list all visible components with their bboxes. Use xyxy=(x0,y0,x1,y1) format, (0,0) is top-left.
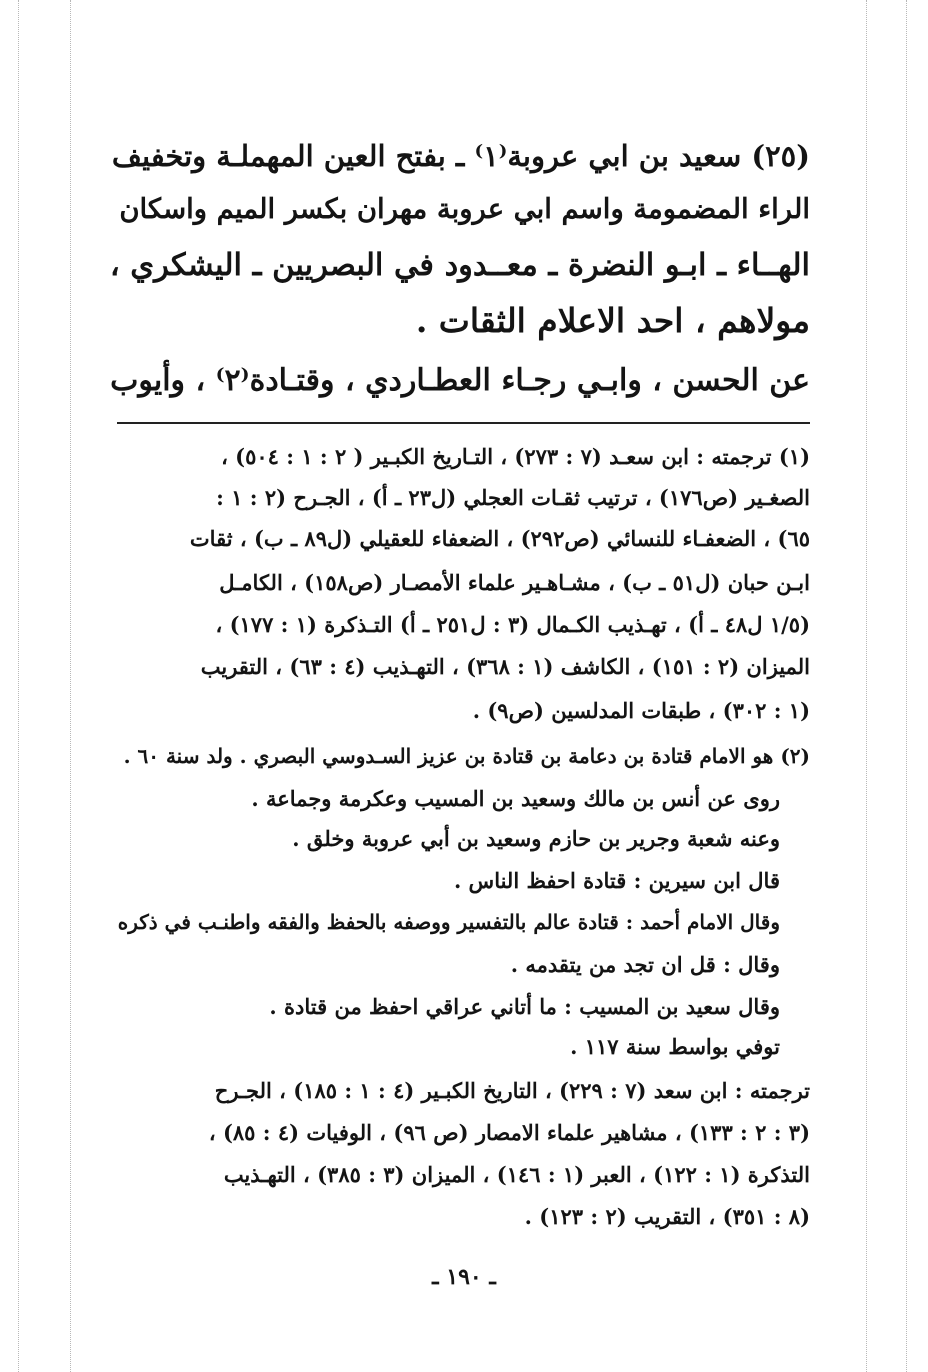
footnote-line: ٦٥) ، الضعفـاء للنسائي (ص٢٩٢) ، الضعفاء للعقيلي (ل٨٩ ـ ب) ، ثقات xyxy=(189,526,810,551)
footnote-line: (٨ : ٣٥١) ، التقريب (٢ : ١٢٣) . xyxy=(524,1204,810,1229)
footnote-line: الميزان (٢ : ١٥١) ، الكاشف (١ : ٣٦٨) ، التهـذيب (٤ : ٦٣) ، التقريب xyxy=(200,654,810,679)
footnote-line: روى عن أنس بن مالك وسعيد بن المسيب وعكرمة وجماعة . xyxy=(251,786,780,811)
scan-guide-line xyxy=(906,0,907,1372)
footnote-line: (١ : ٣٠٢) ، طبقات المدلسين (ص٩) . xyxy=(472,698,810,723)
footnote-divider xyxy=(117,422,810,424)
main-line: الراء المضمومة واسم ابي عروبة مهران بكسر الميم واسكان xyxy=(119,193,810,225)
footnote-line: وعنه شعبة وجرير بن حازم وسعيد بن أبي عروبة وخلق . xyxy=(292,826,780,851)
footnote-line: ابـن حبان (ل٥١ ـ ب) ، مشـاهـير علماء الأمصـار (ص١٥٨) ، الكامـل xyxy=(219,570,810,595)
footnote-line: (٢) هو الامام قتادة بن دعامة بن قتادة بن عزيز السـدوسي البصري . ولد سنة ٦٠ . xyxy=(123,744,810,768)
scan-guide-line xyxy=(18,0,19,1372)
footnote-line: توفي بواسط سنة ١١٧ . xyxy=(570,1034,780,1059)
page-number: ـ ١٩٠ ـ xyxy=(432,1264,496,1290)
footnote-line: وقال سعيد بن المسيب : ما أتاني عراقي احفظ من قتادة . xyxy=(269,994,780,1019)
scan-guide-line xyxy=(70,0,71,1372)
footnote-line: (١) ترجمته : ابن سعـد (٧ : ٢٧٣) ، التـاريخ الكبـير ( ٢ : ١ : ٥٠٤) ، xyxy=(221,444,810,469)
footnote-line: (٣ : ٢ : ١٣٣) ، مشاهير علماء الامصار (ص ٩٦) ، الوفيات (٤ : ٨٥) ، xyxy=(208,1120,810,1145)
footnote-line: الصغـير (ص١٧٦) ، ترتيب ثقـات العجلي (ل٢٣ ـ أ) ، الجـرح (٢ : ١ : xyxy=(216,485,810,510)
main-line: الهــاء ـ ابـو النضرة ـ معــدود في البصريين ـ اليشكري ، xyxy=(109,247,810,283)
footnote-line: وقال الامام أحمد : قتادة عالم بالتفسير ووصفه بالحفظ والفقه واطنـب في ذكره xyxy=(117,910,780,934)
main-line: عن الحسن ، وابـي رجـاء العطـاردي ، وقتـادة⁽٢⁾ ، وأيوب xyxy=(110,363,810,398)
scan-guide-line xyxy=(866,0,867,1372)
main-line: (٢٥) سعيد بن ابي عروبة⁽١⁾ ـ بفتح العين المهملـة وتخفيف xyxy=(111,139,810,173)
footnote-line: وقال : قل ان تجد من يتقدمه . xyxy=(510,952,780,977)
footnote-line: قال ابن سيرين : قتادة احفظ الناس . xyxy=(453,868,780,893)
footnote-line: ترجمته : ابن سعد (٧ : ٢٢٩) ، التاريخ الكبـير (٤ : ١ : ١٨٥) ، الجـرح xyxy=(214,1078,810,1103)
main-line: مولاهم ، احد الاعلام الثقات . xyxy=(415,301,810,340)
footnote-line: (١/٥ ل٤٨ ـ أ) ، تهـذيب الكـمال (٣ : ل٢٥١ ـ أ) التـذكرة (١ : ١٧٧) ، xyxy=(215,612,810,637)
footnote-line: التذكرة (١ : ١٢٢) ، العبر (١ : ١٤٦) ، الميزان (٣ : ٣٨٥) ، التهـذيب xyxy=(223,1162,810,1187)
